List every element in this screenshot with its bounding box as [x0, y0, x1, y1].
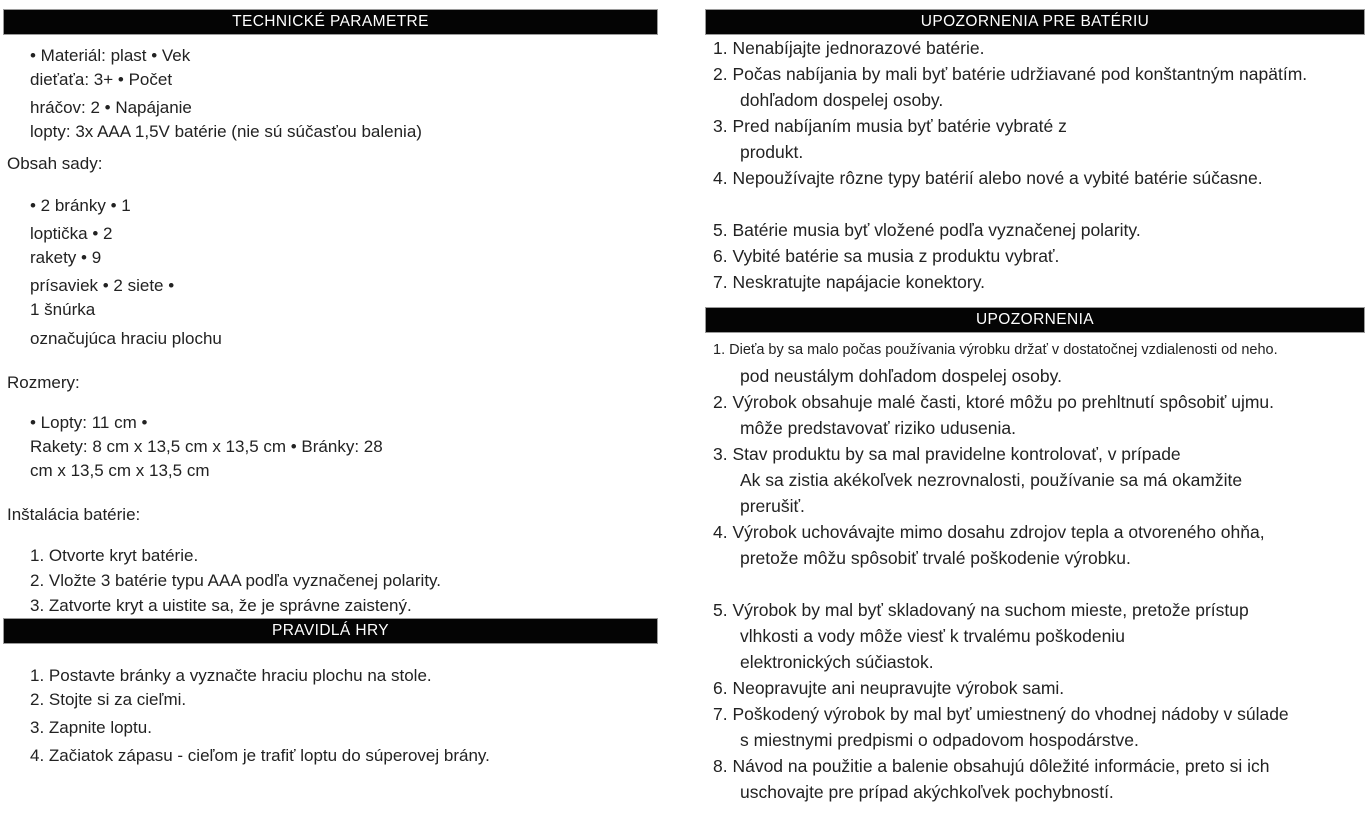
- battery-warning-line: 2. Počas nabíjania by mali byť batérie udržiavané pod konštantným napätím.: [713, 64, 1308, 84]
- warning-line: 5. Výrobok by mal byť skladovaný na suchom mieste, pretože prístup: [713, 600, 1249, 620]
- battery-warning-line: 1. Nenabíjajte jednorazové batérie.: [713, 38, 985, 58]
- contents-line: rakety • 9: [30, 248, 102, 267]
- battery-warning-line: 6. Vybité batérie sa musia z produktu vybrať.: [713, 246, 1060, 266]
- battery-warning-line: 5. Batérie musia byť vložené podľa vyznačenej polarity.: [713, 220, 1141, 240]
- warning-line: s miestnymi predpismi o odpadovom hospodárstve.: [740, 730, 1139, 750]
- warning-line: 2. Výrobok obsahuje malé časti, ktoré môžu po prehltnutí spôsobiť ujmu.: [713, 392, 1275, 412]
- battery-install-step: 2. Vložte 3 batérie typu AAA podľa vyznačenej polarity.: [30, 571, 442, 590]
- section-header-battery-warnings: UPOZORNENIA PRE BATÉRIU: [705, 9, 1365, 35]
- warning-line: 3. Stav produktu by sa mal pravidelne kontrolovať, v prípade: [713, 444, 1181, 464]
- rule-line: 2. Stojte si za cieľmi.: [30, 690, 187, 709]
- dimensions-label: Rozmery:: [7, 373, 80, 392]
- contents-line: 1 šnúrka: [30, 300, 96, 319]
- rule-line: 3. Zapnite loptu.: [30, 718, 152, 737]
- section-header-technical-parameters: TECHNICKÉ PARAMETRE: [3, 9, 658, 35]
- battery-warning-line: 3. Pred nabíjaním musia byť batérie vybraté z: [713, 116, 1067, 136]
- warning-line: 4. Výrobok uchovávajte mimo dosahu zdrojov tepla a otvoreného ohňa,: [713, 522, 1265, 542]
- battery-warning-line: 4. Nepoužívajte rôzne typy batérií alebo nové a vybité batérie súčasne.: [713, 168, 1263, 188]
- spec-line: • Materiál: plast • Vek: [30, 46, 191, 65]
- section-header-warnings: UPOZORNENIA: [705, 307, 1365, 333]
- right-column: [705, 0, 1365, 805]
- battery-install-label: Inštalácia batérie:: [7, 505, 141, 524]
- spec-line: hráčov: 2 • Napájanie: [30, 98, 192, 117]
- battery-warning-line: produkt.: [740, 142, 804, 162]
- warning-line: 8. Návod na použitie a balenie obsahujú dôležité informácie, preto si ich: [713, 756, 1270, 776]
- warning-line: Ak sa zistia akékoľvek nezrovnalosti, používanie sa má okamžite: [740, 470, 1243, 490]
- warning-line: 6. Neopravujte ani neupravujte výrobok sami.: [713, 678, 1065, 698]
- warning-line: uschovajte pre prípad akýchkoľvek pochybností.: [740, 782, 1114, 802]
- spec-line: lopty: 3x AAA 1,5V batérie (nie sú súčasťou balenia): [30, 122, 422, 141]
- left-column: [0, 0, 659, 768]
- contents-label: Obsah sady:: [7, 154, 103, 173]
- battery-install-step: 1. Otvorte kryt batérie.: [30, 546, 199, 565]
- dimensions-line: • Lopty: 11 cm •: [30, 413, 148, 432]
- battery-warning-line: 7. Neskratujte napájacie konektory.: [713, 272, 986, 292]
- warning-line: prerušiť.: [740, 496, 805, 516]
- contents-line: označujúca hraciu plochu: [30, 329, 222, 348]
- dimensions-line: cm x 13,5 cm x 13,5 cm: [30, 461, 210, 480]
- contents-line: • 2 bránky • 1: [30, 196, 131, 215]
- warning-line: 7. Poškodený výrobok by mal byť umiestnený do vhodnej nádoby v súlade: [713, 704, 1289, 724]
- section-header-game-rules: PRAVIDLÁ HRY: [3, 618, 658, 644]
- spec-line: dieťaťa: 3+ • Počet: [30, 70, 173, 89]
- contents-line: prísaviek • 2 siete •: [30, 276, 175, 295]
- warning-line: 1. Dieťa by sa malo počas používania výrobku držať v dostatočnej vzdialenosti od neho.: [713, 342, 1278, 358]
- warning-line: elektronických súčiastok.: [740, 652, 934, 672]
- battery-warning-line: dohľadom dospelej osoby.: [740, 90, 944, 110]
- warning-line: môže predstavovať riziko udusenia.: [740, 418, 1017, 438]
- contents-line: loptička • 2: [30, 224, 113, 243]
- battery-install-step: 3. Zatvorte kryt a uistite sa, že je správne zaistený.: [30, 596, 412, 615]
- rule-line: 1. Postavte bránky a vyznačte hraciu plochu na stole.: [30, 666, 432, 685]
- rule-line: 4. Začiatok zápasu - cieľom je trafiť loptu do súperovej brány.: [30, 746, 490, 765]
- warning-line: pretože môžu spôsobiť trvalé poškodenie výrobku.: [740, 548, 1131, 568]
- dimensions-line: Rakety: 8 cm x 13,5 cm x 13,5 cm • Bránky: 28: [30, 437, 383, 456]
- warning-line: pod neustálym dohľadom dospelej osoby.: [740, 366, 1062, 386]
- warning-line: vlhkosti a vody môže viesť k trvalému poškodeniu: [740, 626, 1125, 646]
